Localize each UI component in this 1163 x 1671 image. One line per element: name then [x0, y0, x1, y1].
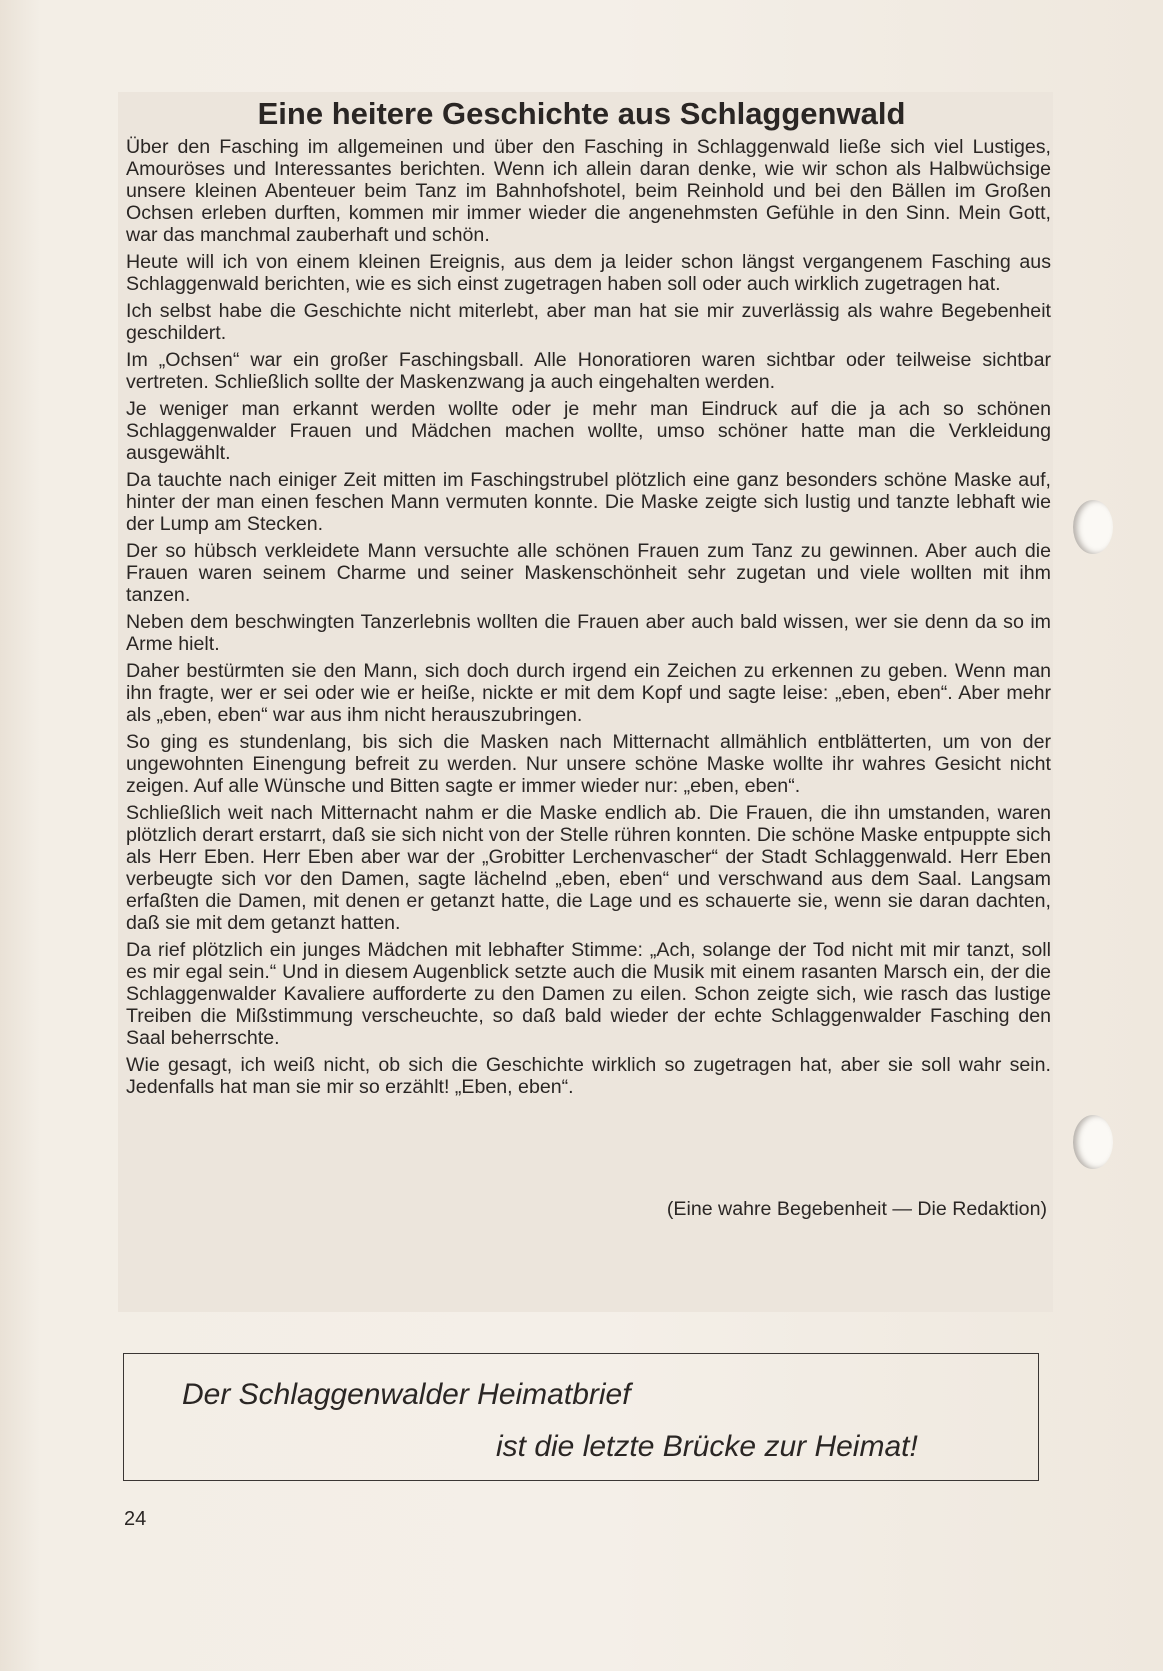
paragraph: Heute will ich von einem kleinen Ereignis, aus dem ja leider schon längst vergangenem Fasching aus Schlaggenwald berichten, wie es sich einst zugetragen haben soll oder auch wirklich zugetragen hat. — [126, 251, 1051, 295]
paragraph: Wie gesagt, ich weiß nicht, ob sich die Geschichte wirklich so zugetragen hat, aber sie soll wahr sein. Jedenfalls hat man sie mir so erzählt! „Eben, eben“. — [126, 1054, 1051, 1098]
paragraph: Ich selbst habe die Geschichte nicht miterlebt, aber man hat sie mir zuverlässig als wahre Begebenheit geschildert. — [126, 300, 1051, 344]
slogan-box — [123, 1353, 1039, 1481]
paragraph: So ging es stundenlang, bis sich die Masken nach Mitternacht allmählich entblätterten, um von der ungewohnten Einengung befreit zu werden. Nur unsere schöne Maske wollte ihr wahres Gesicht nicht zeigen. Auf alle Wünsche und Bitten sagte er immer wieder nur: „eben, eben“. — [126, 731, 1051, 797]
article-body — [126, 136, 1051, 1103]
paragraph: Neben dem beschwingten Tanzerlebnis wollten die Frauen aber auch bald wissen, wer sie denn da so im Arme hielt. — [126, 611, 1051, 655]
article-signature: (Eine wahre Begebenheit — Die Redaktion) — [666, 1198, 1047, 1220]
punch-hole — [1073, 1115, 1113, 1169]
paragraph: Je weniger man erkannt werden wollte oder je mehr man Eindruck auf die ja ach so schönen Schlaggenwalder Frauen und Mädchen machen wollte, umso schöner hatte man die Verkleidung ausgewählt. — [126, 398, 1051, 464]
paragraph: Da tauchte nach einiger Zeit mitten im Faschingstrubel plötzlich eine ganz besonders schöne Maske auf, hinter der man einen feschen Mann vermuten konnte. Die Maske zeigte sich lustig und tanzte lebhaft wie der Lump am Stecken. — [126, 469, 1051, 535]
article-title: Eine heitere Geschichte aus Schlaggenwald — [257, 96, 906, 131]
paragraph: Da rief plötzlich ein junges Mädchen mit lebhafter Stimme: „Ach, solange der Tod nicht mit mir tanzt, soll es mir egal sein.“ Und in diesem Augenblick setzte auch die Musik mit einem rasanten Marsch ein, der die Schlaggenwalder Kavaliere aufforderte zu den Damen zu eilen. Schon zeigte sich, wie rasch das lustige Treiben die Mißstimmung verscheuchte, so daß bald wieder der echte Schlaggenwalder Fasching den Saal beherrschte. — [126, 939, 1051, 1049]
paragraph: Im „Ochsen“ war ein großer Faschingsball. Alle Honoratioren waren sichtbar oder teilweise sichtbar vertreten. Schließlich sollte der Maskenzwang ja auch eingehalten werden. — [126, 349, 1051, 393]
paragraph: Schließlich weit nach Mitternacht nahm er die Maske endlich ab. Die Frauen, die ihn umstanden, waren plötzlich derart erstarrt, daß sie sich nicht von der Stelle rühren konnten. Die schöne Maske entpuppte sich als Herr Eben. Herr Eben aber war der „Grobitter Lerchenvascher“ der Stadt Schlaggenwald. Herr Eben verbeugte sich vor den Damen, sagte lächelnd „eben, eben“ und verschwand aus dem Saal. Langsam erfaßten die Damen, mit denen er getanzt hatte, die Lage und es schauerte sie, wenn sie daran dachten, daß sie mit dem getanzt hatten. — [126, 802, 1051, 934]
slogan-line-2: ist die letzte Brücke zur Heimat! — [496, 1430, 918, 1463]
page-number: 24 — [124, 1508, 147, 1530]
paragraph: Über den Fasching im allgemeinen und über den Fasching in Schlaggenwald ließe sich viel Lustiges, Amouröses und Interessantes berichten. Wenn ich allein daran denke, wie wir schon als Halbwüchsige unsere kleinen Abenteuer beim Tanz im Bahnhofshotel, beim Reinhold und bei den Bällen im Großen Ochsen erleben durften, kommen mir immer wieder die angenehmsten Gefühle in den Sinn. Mein Gott, war das manchmal zauberhaft und schön. — [126, 136, 1051, 246]
paragraph: Daher bestürmten sie den Mann, sich doch durch irgend ein Zeichen zu erkennen zu geben. Wenn man ihn fragte, wer er sei oder wie er heiße, nickte er mit dem Kopf und sagte leise: „eben, eben“. Aber mehr als „eben, eben“ war aus ihm nicht herauszubringen. — [126, 660, 1051, 726]
punch-hole — [1073, 500, 1113, 554]
paragraph: Der so hübsch verkleidete Mann versuchte alle schönen Frauen zum Tanz zu gewinnen. Aber auch die Frauen waren seinem Charme und seiner Maskenschönheit sehr zugetan und viele wollten mit ihm tanzen. — [126, 540, 1051, 606]
slogan-line-1: Der Schlaggenwalder Heimatbrief — [182, 1378, 631, 1411]
